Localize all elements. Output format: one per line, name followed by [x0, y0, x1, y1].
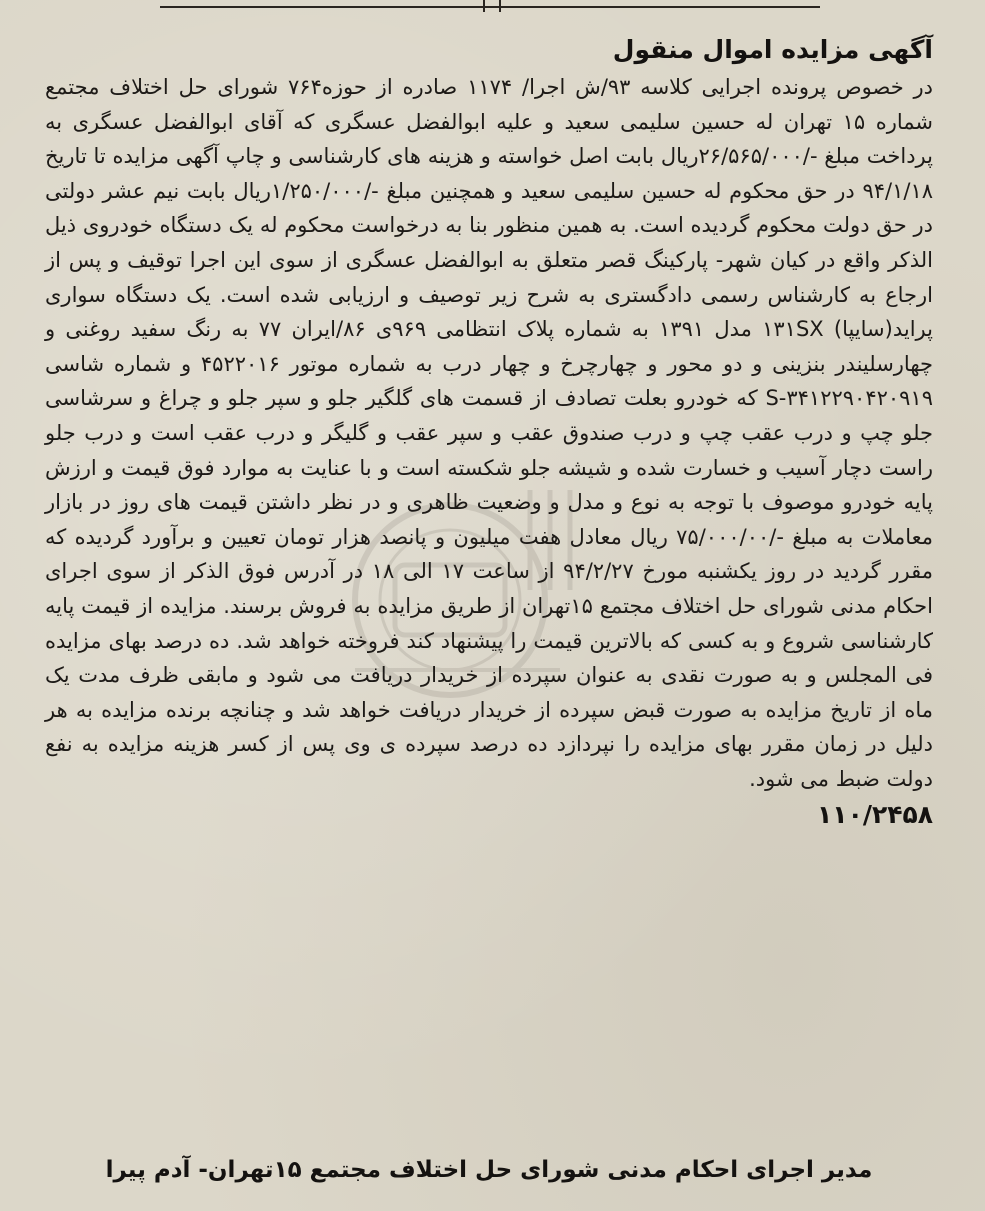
notice-body: در خصوص پرونده اجرایی کلاسه ۹۳/ش اجرا/ ۱۱۷۴ صادره از حوزه۷۶۴ شورای حل اختلاف مجتمع شماره ۱۵ تهران له حسین سلیمی سعید و علیه ابوالفضل عسگری که آقای ابوالفضل عسگری به پرداخت مبلغ -/۲۶/۵۶۵/۰۰۰ریال بابت اصل خواسته و هزینه های کارشناسی و چاپ آگهی مزایده تا تاریخ ۹۴/۱/۱۸ در حق محکوم له حسین سلیمی سعید و همچنین مبلغ -/۱/۲۵۰/۰۰۰ریال بابت نیم عشر دولتی در حق دولت محکوم گردیده است. به همین منظور بنا به درخواست محکوم له یک دستگاه خودروی ذیل الذکر واقع در کیان شهر- پارکینگ قصر متعلق به ابوالفضل عسگری از سوی این اجرا توقیف و پس از ارجاع به کارشناس رسمی دادگستری به شرح زیر توصیف و ارزیابی شده است. یک دستگاه سواری پراید(سایپا) ۱۳۱SX مدل ۱۳۹۱ به شماره پلاک انتظامی ۹۶۹ی ۸۶/ایران ۷۷ به رنگ سفید روغنی و چهارسلیندر بنزینی و دو محور و چهارچرخ و چهار درب به شماره موتور ۴۵۲۲۰۱۶ و شماره شاسی S-۳۴۱۲۲۹۰۴۲۰۹۱۹ که خودرو بعلت تصادف از قسمت های گلگیر جلو و سپر جلو و چراغ و سرشاسی جلو چپ و درب عقب چپ و درب صندوق عقب و سپر عقب و گلیگر و درب عقب است و درب جلو راست دچار آسیب و خسارت شده و شیشه جلو شکسته است و با عنایت به موارد فوق قیمت و ارزش پایه خودرو موصوف با توجه به نوع و مدل و وضعیت ظاهری و در نظر داشتن قیمت های روز در بازار معاملات به مبلغ -/۷۵/۰۰۰/۰۰ ریال معادل هفت میلیون و پانصد هزار تومان تعیین و برآورد گردیده که مقرر گردید در روز یکشنبه مورخ ۹۴/۲/۲۷ از ساعت ۱۷ الی ۱۸ در آدرس فوق الذکر از سوی اجرای احکام مدنی شورای حل اختلاف مجتمع ۱۵تهران از طریق مزایده به فروش برسند. مزایده از قیمت پایه کارشناسی شروع و به کسی که بالاترین قیمت را پیشنهاد کند فروخته خواهد شد. ده درصد بهای مزایده فی المجلس و به صورت نقدی به عنوان سپرده از خریدار دریافت می شود و مابقی ظرف مدت یک ماه از تاریخ مزایده به صورت قبض سپرده از خریدار دریافت خواهد شد و چنانچه برنده مزایده به هر دلیل در زمان مقرر بهای مزایده را نپردازد ده درصد سپرده ی وی پس از کسر هزینه مزایده به نفع دولت ضبط می شود. [45, 75, 934, 791]
auction-notice [45, 30, 933, 832]
top-divider-ornament [483, 0, 501, 12]
notice-reference-number: ۱۱۰/۲۴۵۸ [817, 800, 933, 830]
notice-title: آگهی مزایده اموال منقول [612, 35, 933, 64]
notice-signature: مدیر اجرای احکام مدنی شورای حل اختلاف مجتمع ۱۵تهران- آدم پیرا [105, 1157, 873, 1183]
